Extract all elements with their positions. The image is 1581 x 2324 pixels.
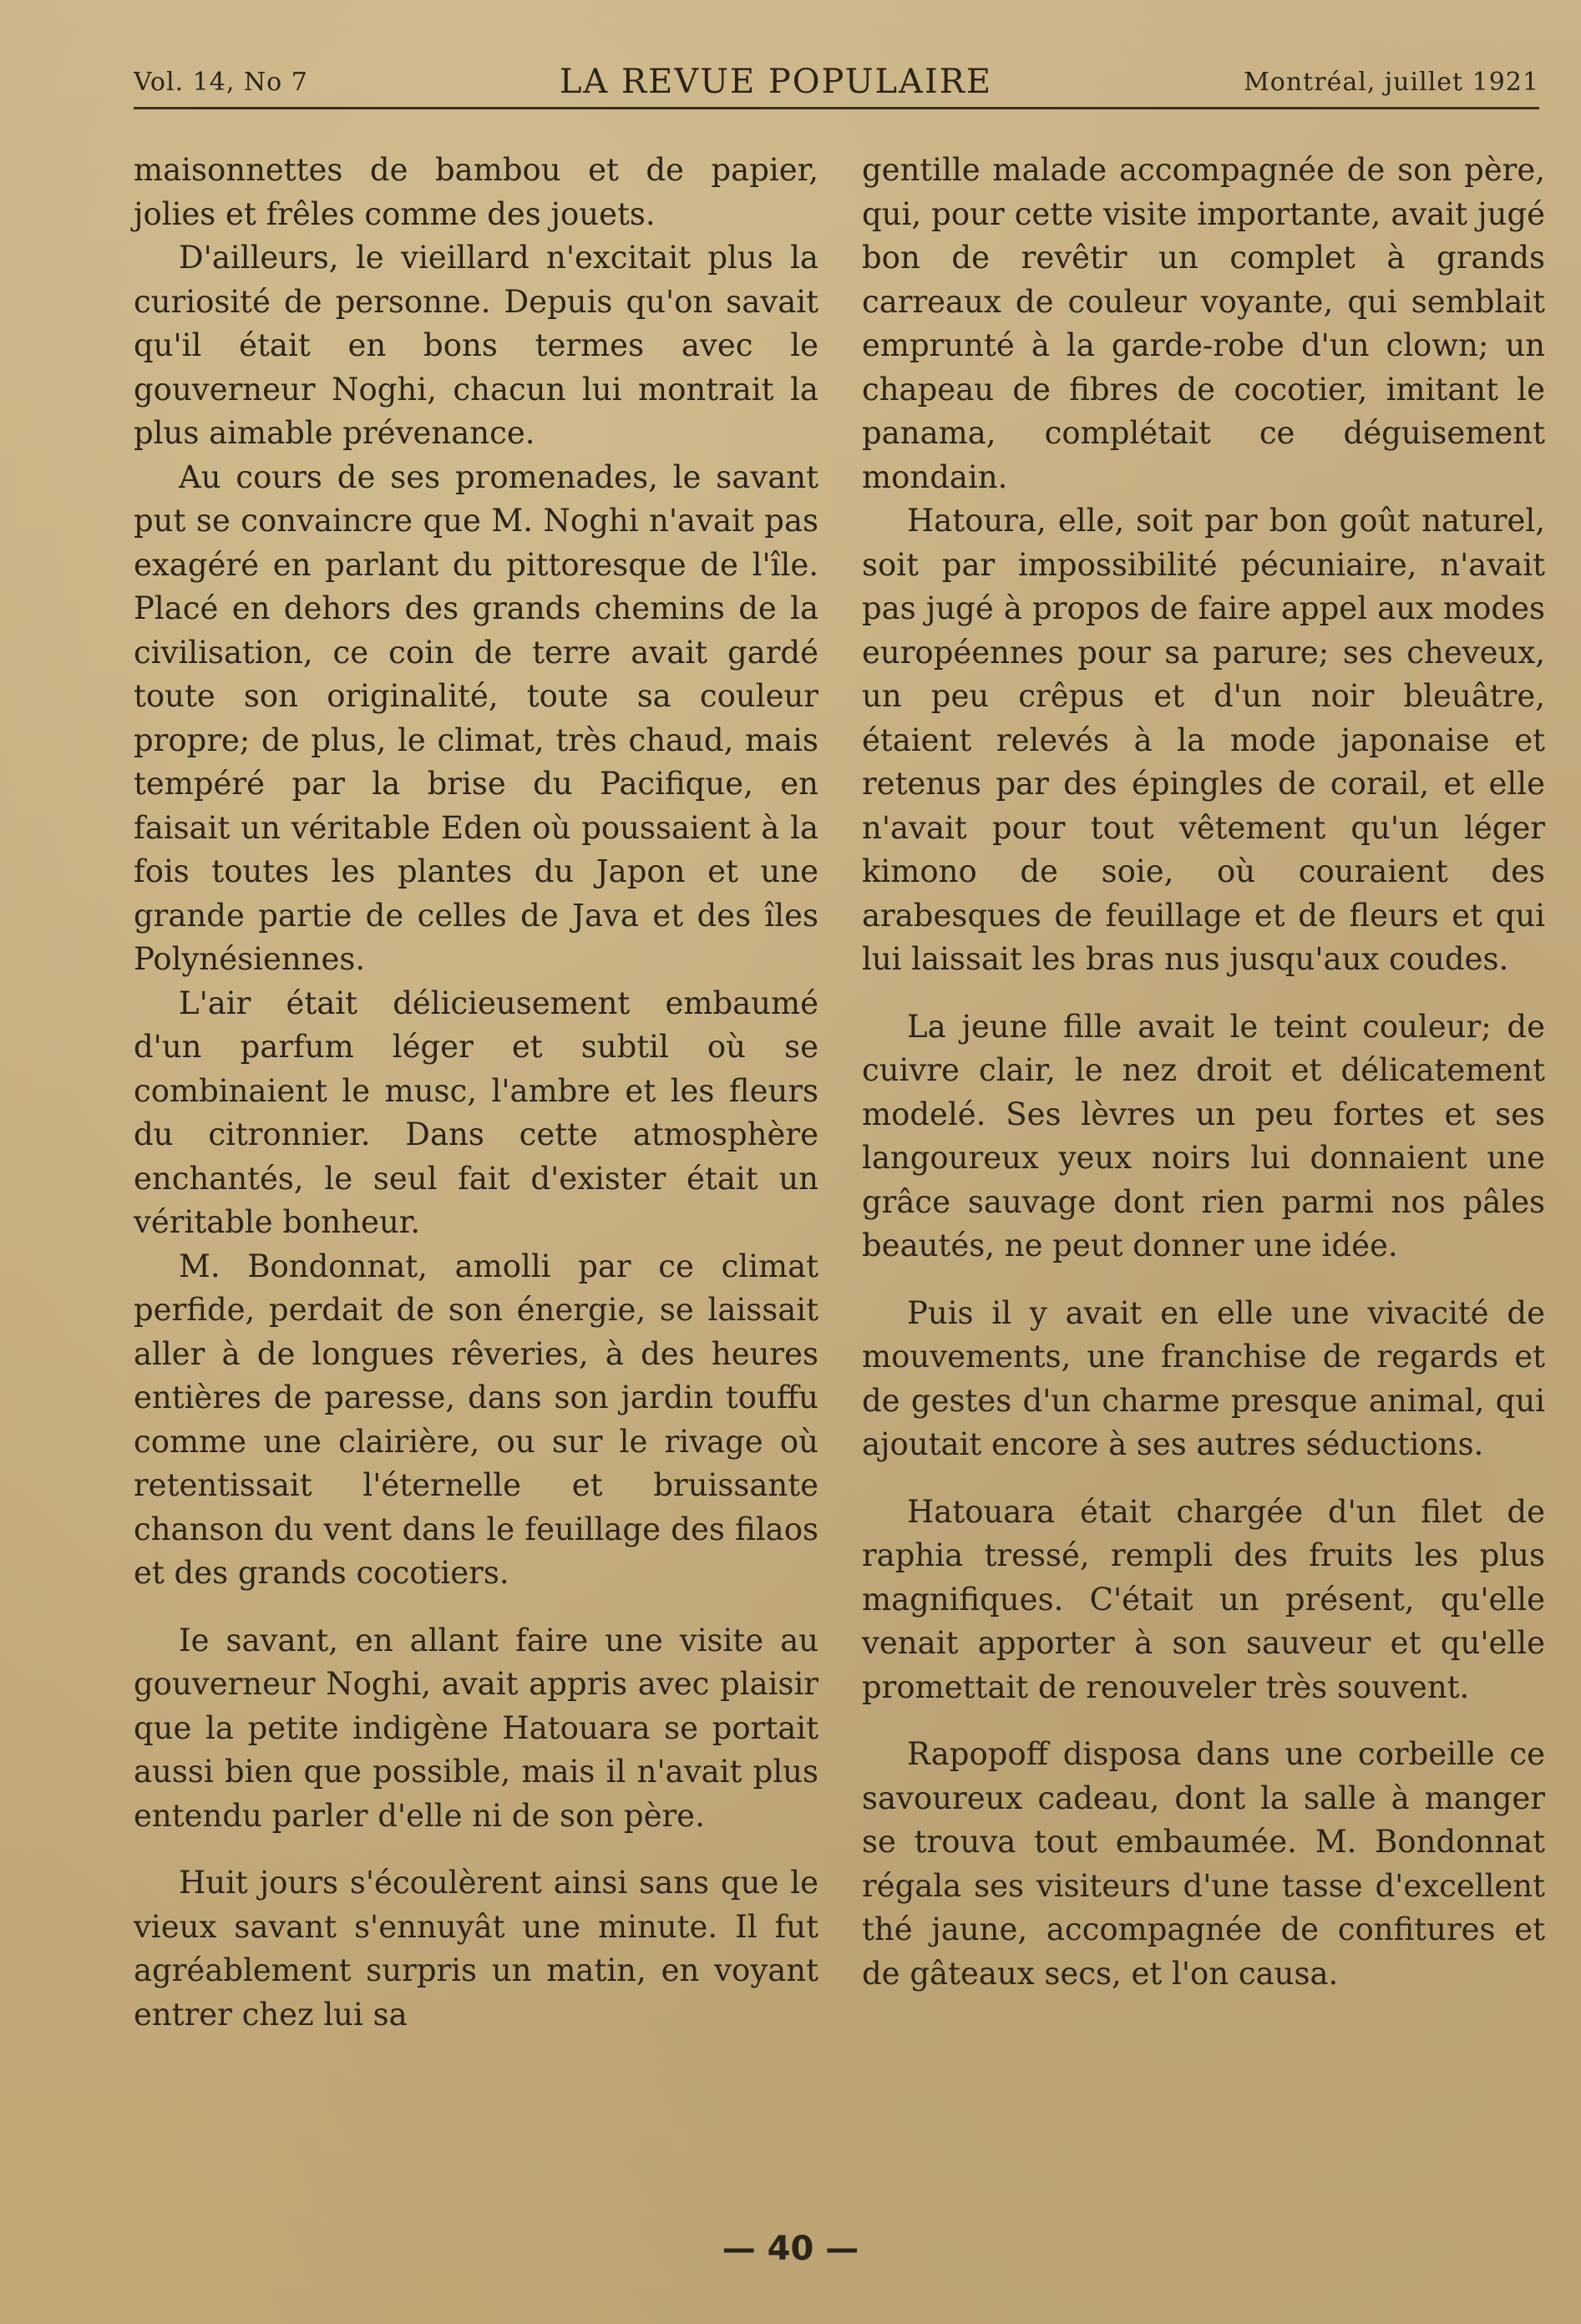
right-column [862,149,1545,1996]
left-column [134,149,818,2037]
issue-volume: Vol. 14, No 7 [134,67,308,97]
paragraph: D'ailleurs, le vieillard n'excitait plus la curiosité de personne. Depuis qu'on savait qu'il était en bons termes avec le gouverneur Noghi, chacun lui montrait la plus aimable prévenance. [134,240,818,451]
paragraph: Au cours de ses promenades, le savant put se convaincre que M. Noghi n'avait pas exagéré en parlant du pittoresque de l'île. Placé en dehors des grands chemins de la civilisation, ce coin de terre avait gardé toute son originalité, toute sa couleur propre; de plus, le climat, très chaud, mais tempéré par la brise du Pacifique, en faisait un véritable Eden où poussaient à la fois toutes les plantes du Japon et une grande partie de celles de Java et des îles Polynésiennes. [134,458,818,977]
paragraph: maisonnettes de bambou et de papier, jolies et frêles comme des jouets. [134,152,818,232]
paragraph: M. Bondonnat, amolli par ce climat perfide, perdait de son énergie, se laissait aller à de longues rêveries, à des heures entières de paresse, dans son jardin touffu comme une clairière, ou sur le rivage où retentissait l'éternelle et bruissante chanson du vent dans le feuillage des filaos et des grands cocotiers. [134,1248,818,1591]
page-header [134,57,1539,109]
issue-date: Montréal, juillet 1921 [1244,67,1539,97]
paragraph: Hatouara était chargée d'un filet de raphia tressé, rempli des fruits les plus magnifiques. C'était un présent, qu'elle venait apporter à son sauveur et qu'elle promettait de renouveler très souvent. [862,1493,1545,1705]
paragraph: Rapopoff disposa dans une corbeille ce savoureux cadeau, dont la salle à manger se trouva tout embaumée. M. Bondonnat régala ses visiteurs d'une tasse d'excellent thé jaune, accompagnée de confitures et de gâteaux secs, et l'on causa. [862,1736,1545,1992]
paragraph: Hatoura, elle, soit par bon goût naturel, soit par impossibilité pécuniaire, n'avait pas jugé à propos de faire appel aux modes européennes pour sa parure; ses cheveux, un peu crêpus et d'un noir bleuâtre, étaient relevés à la mode japonaise et retenus par des épingles de corail, et elle n'avait pour tout vêtement qu'un léger kimono de soie, où couraient des arabesques de feuillage et de fleurs et qui lui laissait les bras nus jusqu'aux coudes. [862,503,1545,977]
paragraph: Ie savant, en allant faire une visite au gouverneur Noghi, avait appris avec plaisir que la petite indigène Hatouara se portait aussi bien que possible, mais il n'avait plus entendu parler d'elle ni de son père. [134,1622,818,1834]
paragraph: L'air était délicieusement embaumé d'un parfum léger et subtil où se combinaient le musc, l'ambre et les fleurs du citronnier. Dans cette atmosphère enchantés, le seul fait d'exister était un véritable bonheur. [134,985,818,1240]
page-number: — 40 — [722,2230,859,2268]
paragraph: Huit jours s'écoulèrent ainsi sans que le vieux savant s'ennuyât une minute. Il fut agréablement surpris un matin, en voyant entrer chez lui sa [134,1865,818,2033]
paragraph: Puis il y avait en elle une vivacité de mouvements, une franchise de regards et de gestes d'un charme presque animal, qui ajoutait encore à ses autres séductions. [862,1294,1545,1462]
paragraph: gentille malade accompagnée de son père, qui, pour cette visite importante, avait jugé bon de revêtir un complet à grands carreaux de couleur voyante, qui semblait emprunté à la garde-robe d'un clown; un chapeau de fibres de cocotier, imitant le panama, complétait ce déguisement mondain. [862,152,1545,495]
paragraph: La jeune fille avait le teint couleur; de cuivre clair, le nez droit et délicatement modelé. Ses lèvres un peu fortes et ses langoureux yeux noirs lui donnaient une grâce sauvage dont rien parmi nos pâles beautés, ne peut donner une idée. [862,1008,1545,1263]
publication-title: LA REVUE POPULAIRE [559,63,993,101]
